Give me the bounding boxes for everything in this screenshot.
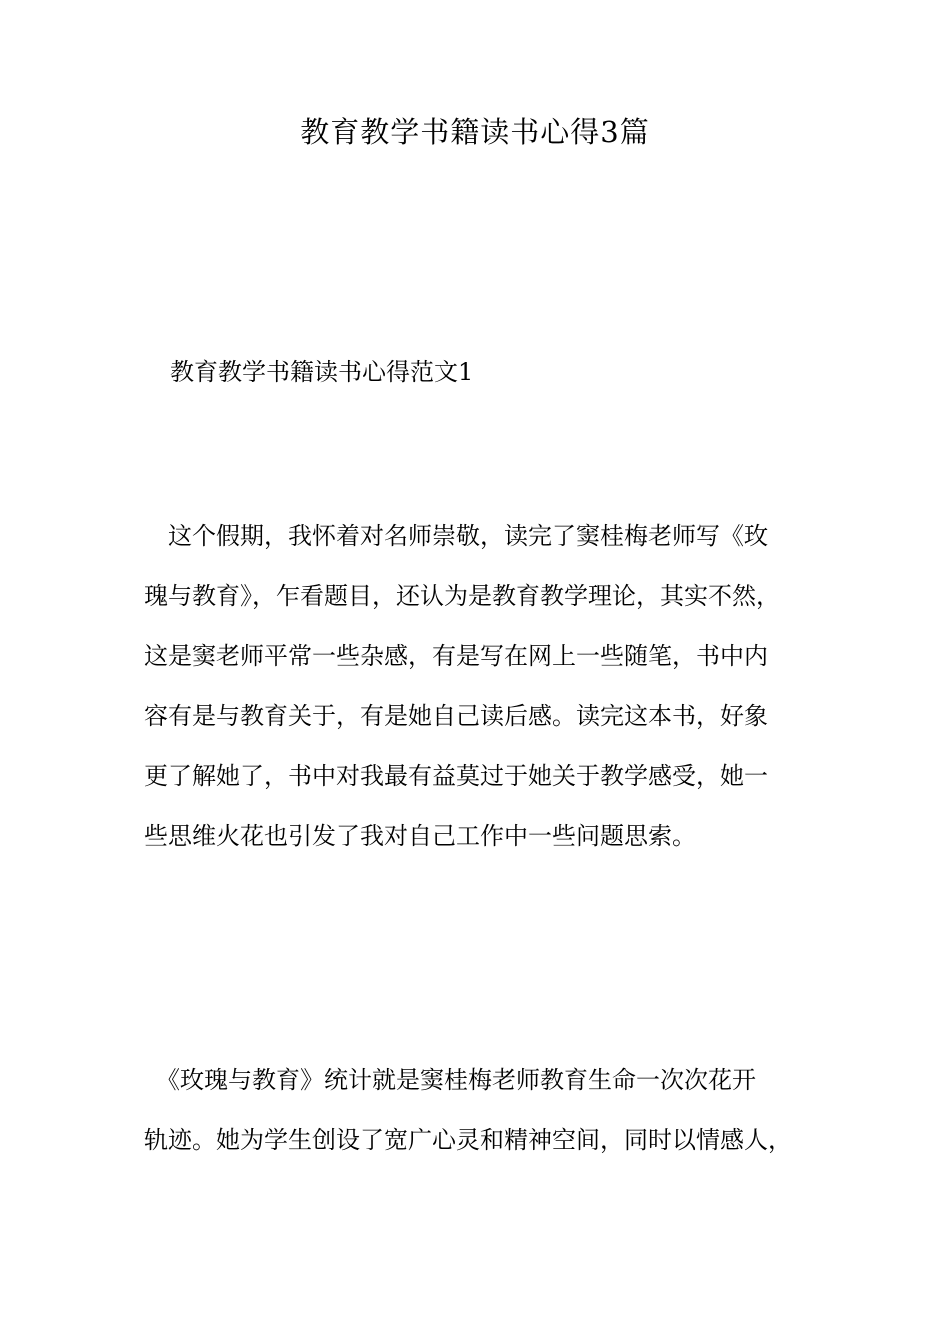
document-title: 教育教学书籍读书心得3篇 — [300, 115, 650, 149]
paragraph-2 — [144, 1050, 824, 1170]
paragraph-line: 这是窦老师平常一些杂感，有是写在网上一些随笔，书中内 — [144, 642, 768, 670]
paragraph-1 — [144, 506, 824, 866]
paragraph-line: 轨迹。她为学生创设了宽广心灵和精神空间，同时以情感人， — [144, 1126, 792, 1154]
paragraph-line: 这个假期，我怀着对名师崇敬，读完了窦桂梅老师写《玫 — [144, 522, 768, 550]
section-heading: 教育教学书籍读书心得范文1 — [170, 358, 474, 386]
paragraph-line: 些思维火花也引发了我对自己工作中一些问题思索。 — [144, 822, 696, 850]
paragraph-line: 更了解她了，书中对我最有益莫过于她关于教学感受，她一 — [144, 762, 768, 790]
paragraph-line: 容有是与教育关于，有是她自己读后感。读完这本书，好象 — [144, 702, 768, 730]
paragraph-line: 《玫瑰与教育》统计就是窦桂梅老师教育生命一次次花开 — [144, 1066, 756, 1094]
paragraph-line: 瑰与教育》，乍看题目，还认为是教育教学理论，其实不然， — [144, 582, 780, 610]
